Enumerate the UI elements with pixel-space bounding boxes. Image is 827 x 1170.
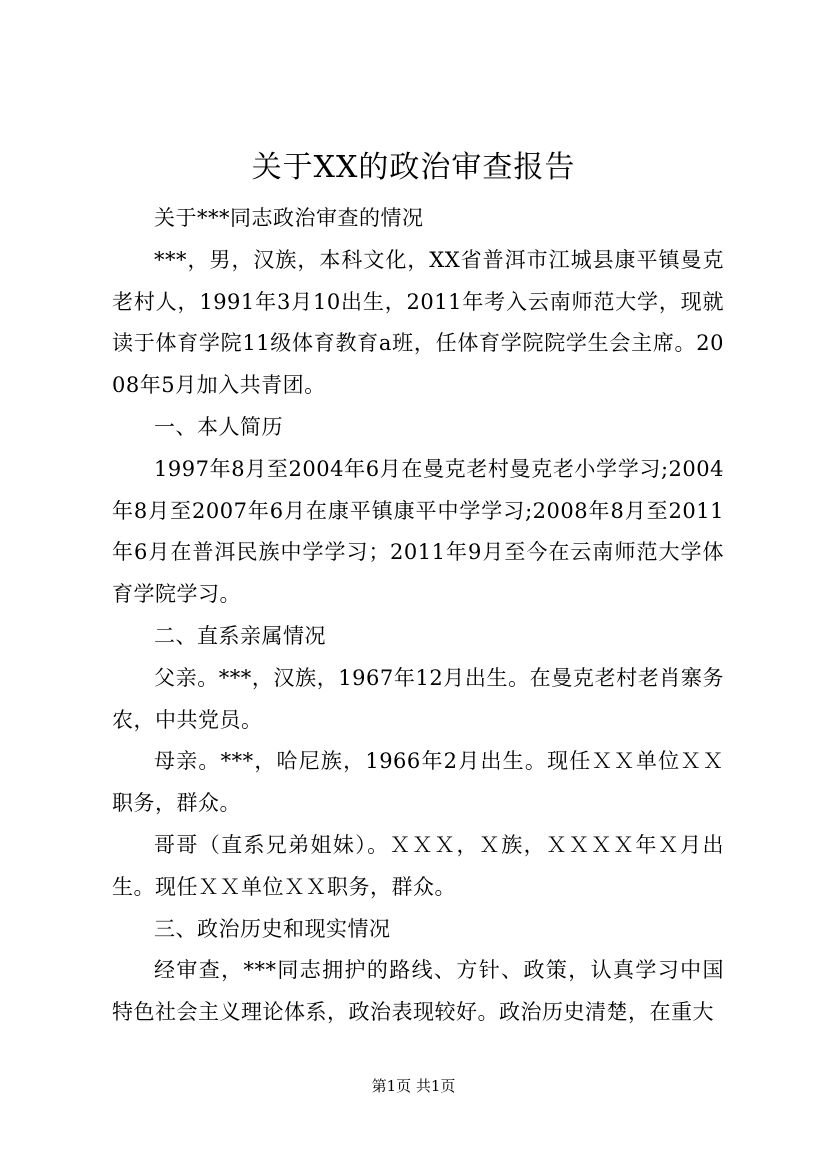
page-footer: 第1页 共1页	[371, 1077, 456, 1095]
paragraph-subject: 关于***同志政治审查的情况	[154, 206, 424, 230]
section-heading-resume: 一、本人简历	[154, 414, 283, 439]
section-heading-relatives: 二、直系亲属情况	[154, 623, 326, 648]
paragraph-basic-info: ***，男，汉族，本科文化，XX省普洱市江城县康平镇曼克老村人，1991年3月10出生，2011年考入云南师范大学，现就读于体育学院11级体育教育a班，任体育学院院学生会主席。2008年5月加入共青团。	[112, 247, 724, 398]
paragraph-resume: 1997年8月至2004年6月在曼克老村曼克老小学学习;2004年8月至2007年6月在康平镇康平中学学习;2008年8月至2011年6月在普洱民族中学学习；2011年9月至今在云南师范大学体育学院学习。	[112, 456, 724, 607]
paragraph-father: 父亲。***，汉族，1967年12月出生。在曼克老村老肖寨务农，中共党员。	[112, 665, 724, 732]
paragraph-political: 经审查，***同志拥护的路线、方针、政策，认真学习中国特色社会主义理论体系，政治表现较好。政治历史清楚，在重大	[112, 958, 724, 1025]
document-title: 关于XX的政治审查报告	[251, 150, 576, 185]
document-body	[112, 198, 724, 1034]
section-heading-political: 三、政治历史和现实情况	[154, 916, 391, 941]
paragraph-mother: 母亲。***，哈尼族，1966年2月出生。现任ＸＸ单位ＸＸ职务，群众。	[112, 749, 724, 816]
paragraph-brother: 哥哥（直系兄弟姐妹）。ＸＸＸ，Ｘ族，ＸＸＸＸ年Ｘ月出生。现任ＸＸ单位ＸＸ职务，群众。	[112, 832, 724, 899]
